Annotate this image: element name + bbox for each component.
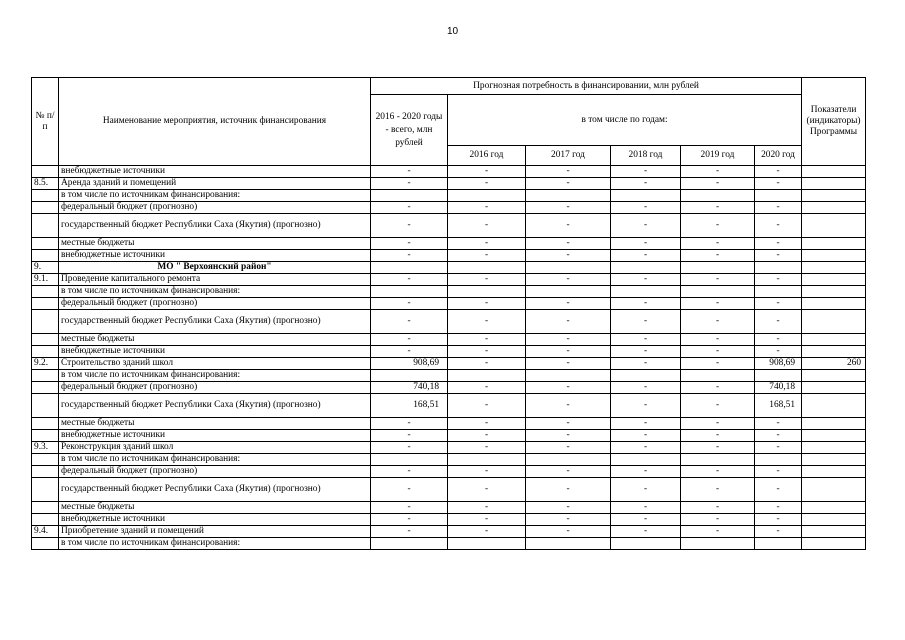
- cell-year: [611, 190, 681, 202]
- cell-year: -: [611, 502, 681, 514]
- cell-year: -: [448, 358, 526, 370]
- cell-indicator: [802, 430, 866, 442]
- cell-year: -: [681, 274, 755, 286]
- cell-year: -: [611, 514, 681, 526]
- row-name: Приобретение зданий и помещений: [59, 526, 371, 538]
- row-number: [32, 202, 59, 214]
- row-number: [32, 214, 59, 238]
- cell-year: -: [755, 442, 802, 454]
- cell-total: -: [371, 502, 448, 514]
- table-header: [32, 78, 866, 166]
- row-name: внебюджетные источники: [59, 430, 371, 442]
- cell-year: -: [448, 382, 526, 394]
- row-number: [32, 286, 59, 298]
- cell-year: -: [526, 526, 611, 538]
- table-row: [32, 370, 866, 382]
- cell-indicator: [802, 334, 866, 346]
- cell-year: -: [755, 478, 802, 502]
- table-row: [32, 478, 866, 502]
- cell-indicator: [802, 286, 866, 298]
- cell-indicator: [802, 526, 866, 538]
- row-number: [32, 418, 59, 430]
- table-row: [32, 526, 866, 538]
- cell-total: -: [371, 202, 448, 214]
- cell-year: -: [448, 394, 526, 418]
- row-name: федеральный бюджет (прогнозно): [59, 466, 371, 478]
- table-row: [32, 250, 866, 262]
- cell-year: -: [755, 202, 802, 214]
- table-row: [32, 190, 866, 202]
- cell-year: -: [681, 214, 755, 238]
- cell-year: -: [526, 418, 611, 430]
- row-name: местные бюджеты: [59, 238, 371, 250]
- cell-year: [526, 454, 611, 466]
- row-name: внебюджетные источники: [59, 514, 371, 526]
- cell-indicator: [802, 250, 866, 262]
- row-number: [32, 466, 59, 478]
- header-indicators: Показатели (индикаторы) Программы: [802, 78, 866, 166]
- cell-year: -: [755, 418, 802, 430]
- cell-year: -: [448, 442, 526, 454]
- cell-indicator: [802, 178, 866, 190]
- cell-year: -: [681, 166, 755, 178]
- cell-year: -: [611, 478, 681, 502]
- table-row: [32, 394, 866, 418]
- cell-year: -: [611, 214, 681, 238]
- cell-total: -: [371, 346, 448, 358]
- header-name: Наименование мероприятия, источник финансирования: [59, 78, 371, 166]
- table-body: [32, 166, 866, 550]
- cell-year: -: [611, 298, 681, 310]
- table-row: [32, 382, 866, 394]
- table-row: [32, 286, 866, 298]
- table-row: [32, 358, 866, 370]
- row-number: 9.1.: [32, 274, 59, 286]
- table-row: [32, 346, 866, 358]
- table-row: [32, 442, 866, 454]
- table-row: [32, 454, 866, 466]
- cell-year: [611, 286, 681, 298]
- cell-year: -: [755, 166, 802, 178]
- table-row: [32, 262, 866, 274]
- cell-year: -: [448, 334, 526, 346]
- header-year: 2020 год: [755, 146, 802, 166]
- cell-year: -: [526, 514, 611, 526]
- cell-year: -: [526, 430, 611, 442]
- cell-indicator: [802, 382, 866, 394]
- cell-year: [448, 454, 526, 466]
- cell-total: -: [371, 478, 448, 502]
- cell-year: -: [681, 394, 755, 418]
- cell-indicator: [802, 238, 866, 250]
- cell-year: -: [448, 502, 526, 514]
- cell-year: -: [611, 466, 681, 478]
- header-num: № п/п: [32, 78, 59, 166]
- cell-indicator: [802, 478, 866, 502]
- row-name: Реконструкция зданий школ: [59, 442, 371, 454]
- cell-indicator: 260: [802, 358, 866, 370]
- row-name: внебюджетные источники: [59, 166, 371, 178]
- cell-year: [755, 538, 802, 550]
- cell-total: [371, 262, 448, 274]
- cell-year: -: [611, 418, 681, 430]
- cell-year: -: [526, 478, 611, 502]
- cell-total: [371, 190, 448, 202]
- row-number: [32, 250, 59, 262]
- row-number: 8.5.: [32, 178, 59, 190]
- row-name: в том числе по источникам финансирования:: [59, 190, 371, 202]
- cell-year: -: [448, 514, 526, 526]
- cell-year: -: [448, 346, 526, 358]
- cell-year: -: [526, 298, 611, 310]
- cell-indicator: [802, 466, 866, 478]
- cell-year: -: [526, 358, 611, 370]
- cell-year: -: [448, 178, 526, 190]
- cell-year: -: [526, 202, 611, 214]
- row-number: [32, 478, 59, 502]
- cell-indicator: [802, 274, 866, 286]
- cell-total: 168,51: [371, 394, 448, 418]
- cell-year: -: [611, 394, 681, 418]
- row-number: [32, 238, 59, 250]
- table-row: [32, 310, 866, 334]
- cell-total: -: [371, 430, 448, 442]
- table-row: [32, 298, 866, 310]
- cell-year: -: [755, 430, 802, 442]
- row-name: государственный бюджет Республики Саха (Якутия) (прогнозно): [59, 310, 371, 334]
- cell-year: 908,69: [755, 358, 802, 370]
- cell-year: [611, 262, 681, 274]
- cell-year: -: [611, 358, 681, 370]
- cell-year: [448, 370, 526, 382]
- row-name: в том числе по источникам финансирования:: [59, 538, 371, 550]
- cell-year: -: [681, 238, 755, 250]
- cell-year: -: [681, 298, 755, 310]
- table-row: [32, 334, 866, 346]
- cell-year: -: [611, 310, 681, 334]
- table-row: [32, 166, 866, 178]
- header-year: 2017 год: [526, 146, 611, 166]
- cell-total: -: [371, 178, 448, 190]
- row-number: [32, 298, 59, 310]
- cell-year: -: [755, 238, 802, 250]
- cell-indicator: [802, 310, 866, 334]
- table-row: [32, 214, 866, 238]
- row-number: [32, 430, 59, 442]
- row-name: государственный бюджет Республики Саха (Якутия) (прогнозно): [59, 214, 371, 238]
- cell-year: -: [611, 250, 681, 262]
- cell-indicator: [802, 418, 866, 430]
- row-number: [32, 310, 59, 334]
- cell-year: -: [681, 358, 755, 370]
- cell-year: [448, 538, 526, 550]
- cell-year: [526, 286, 611, 298]
- header-years-group: в том числе по годам:: [448, 95, 802, 146]
- cell-indicator: [802, 538, 866, 550]
- cell-total: -: [371, 514, 448, 526]
- cell-indicator: [802, 394, 866, 418]
- row-name: внебюджетные источники: [59, 250, 371, 262]
- cell-year: -: [755, 346, 802, 358]
- cell-year: [755, 286, 802, 298]
- cell-year: [526, 190, 611, 202]
- cell-year: -: [526, 238, 611, 250]
- table-row: [32, 178, 866, 190]
- cell-year: [448, 190, 526, 202]
- cell-indicator: [802, 166, 866, 178]
- cell-year: [526, 538, 611, 550]
- cell-year: -: [681, 202, 755, 214]
- cell-indicator: [802, 442, 866, 454]
- table-row: [32, 514, 866, 526]
- cell-total: [371, 454, 448, 466]
- header-year: 2016 год: [448, 146, 526, 166]
- row-number: [32, 538, 59, 550]
- cell-year: [611, 370, 681, 382]
- row-number: [32, 394, 59, 418]
- cell-year: [448, 262, 526, 274]
- cell-indicator: [802, 514, 866, 526]
- cell-year: -: [681, 250, 755, 262]
- cell-year: -: [755, 502, 802, 514]
- table-row: [32, 502, 866, 514]
- cell-total: -: [371, 298, 448, 310]
- row-name: местные бюджеты: [59, 334, 371, 346]
- cell-total: [371, 538, 448, 550]
- cell-year: 168,51: [755, 394, 802, 418]
- cell-year: -: [526, 166, 611, 178]
- cell-year: -: [681, 526, 755, 538]
- cell-year: [611, 538, 681, 550]
- header-year: 2019 год: [681, 146, 755, 166]
- row-name: федеральный бюджет (прогнозно): [59, 298, 371, 310]
- cell-year: -: [681, 430, 755, 442]
- row-number: [32, 382, 59, 394]
- cell-year: [681, 286, 755, 298]
- row-number: [32, 166, 59, 178]
- row-name: государственный бюджет Республики Саха (Якутия) (прогнозно): [59, 394, 371, 418]
- cell-year: -: [448, 466, 526, 478]
- table-row: [32, 466, 866, 478]
- cell-year: -: [526, 442, 611, 454]
- row-name: местные бюджеты: [59, 418, 371, 430]
- cell-year: -: [681, 334, 755, 346]
- cell-total: -: [371, 166, 448, 178]
- cell-year: -: [526, 250, 611, 262]
- cell-year: -: [448, 274, 526, 286]
- cell-year: -: [526, 310, 611, 334]
- cell-total: -: [371, 442, 448, 454]
- table-row: [32, 274, 866, 286]
- row-name: МО " Верхоянский район": [59, 262, 371, 274]
- cell-year: -: [611, 274, 681, 286]
- row-number: [32, 502, 59, 514]
- table-row: [32, 538, 866, 550]
- row-name: государственный бюджет Республики Саха (Якутия) (прогнозно): [59, 478, 371, 502]
- cell-indicator: [802, 298, 866, 310]
- cell-year: -: [755, 298, 802, 310]
- row-number: 9.3.: [32, 442, 59, 454]
- header-financing-group: Прогнозная потребность в финансировании, млн рублей: [371, 78, 802, 95]
- table-row: [32, 430, 866, 442]
- row-name: в том числе по источникам финансирования:: [59, 454, 371, 466]
- financing-table: [31, 77, 866, 550]
- cell-total: -: [371, 250, 448, 262]
- cell-year: -: [755, 466, 802, 478]
- cell-year: [611, 454, 681, 466]
- cell-year: [681, 262, 755, 274]
- cell-year: [681, 538, 755, 550]
- row-number: [32, 454, 59, 466]
- row-name: федеральный бюджет (прогнозно): [59, 202, 371, 214]
- cell-year: -: [526, 274, 611, 286]
- cell-year: [755, 262, 802, 274]
- cell-year: -: [755, 214, 802, 238]
- cell-indicator: [802, 214, 866, 238]
- cell-total: -: [371, 214, 448, 238]
- row-number: [32, 370, 59, 382]
- cell-total: -: [371, 274, 448, 286]
- cell-year: -: [681, 418, 755, 430]
- cell-year: -: [681, 442, 755, 454]
- row-name: в том числе по источникам финансирования:: [59, 370, 371, 382]
- cell-year: -: [755, 526, 802, 538]
- row-number: [32, 334, 59, 346]
- cell-year: -: [681, 478, 755, 502]
- row-number: [32, 514, 59, 526]
- cell-year: -: [611, 202, 681, 214]
- header-year: 2018 год: [611, 146, 681, 166]
- cell-year: -: [448, 214, 526, 238]
- cell-total: 740,18: [371, 382, 448, 394]
- row-number: 9.2.: [32, 358, 59, 370]
- table-row: [32, 202, 866, 214]
- cell-year: -: [681, 346, 755, 358]
- cell-indicator: [802, 190, 866, 202]
- row-number: [32, 346, 59, 358]
- cell-total: -: [371, 310, 448, 334]
- cell-year: -: [526, 382, 611, 394]
- cell-year: [755, 454, 802, 466]
- cell-year: -: [448, 238, 526, 250]
- cell-year: -: [526, 334, 611, 346]
- cell-year: -: [526, 178, 611, 190]
- cell-year: -: [526, 346, 611, 358]
- cell-year: -: [611, 382, 681, 394]
- row-name: Строительство зданий школ: [59, 358, 371, 370]
- cell-indicator: [802, 370, 866, 382]
- row-number: 9.4.: [32, 526, 59, 538]
- cell-year: -: [611, 334, 681, 346]
- cell-year: -: [448, 310, 526, 334]
- row-name: в том числе по источникам финансирования:: [59, 286, 371, 298]
- header-total: 2016 - 2020 годы - всего, млн рублей: [371, 95, 448, 166]
- page-number: 10: [446, 26, 459, 37]
- cell-year: 740,18: [755, 382, 802, 394]
- cell-year: -: [755, 178, 802, 190]
- cell-total: [371, 370, 448, 382]
- cell-year: -: [448, 250, 526, 262]
- row-name: Проведение капитального ремонта: [59, 274, 371, 286]
- cell-year: -: [681, 382, 755, 394]
- cell-total: -: [371, 466, 448, 478]
- cell-year: -: [448, 166, 526, 178]
- cell-year: -: [681, 310, 755, 334]
- cell-year: [755, 190, 802, 202]
- cell-year: -: [755, 514, 802, 526]
- cell-year: -: [755, 274, 802, 286]
- cell-year: [755, 370, 802, 382]
- cell-indicator: [802, 346, 866, 358]
- cell-total: [371, 286, 448, 298]
- cell-indicator: [802, 502, 866, 514]
- cell-indicator: [802, 262, 866, 274]
- cell-total: 908,69: [371, 358, 448, 370]
- cell-year: -: [755, 334, 802, 346]
- cell-year: -: [611, 526, 681, 538]
- cell-year: -: [526, 394, 611, 418]
- cell-total: -: [371, 334, 448, 346]
- cell-total: -: [371, 526, 448, 538]
- cell-year: -: [755, 250, 802, 262]
- cell-year: -: [611, 442, 681, 454]
- cell-year: [681, 454, 755, 466]
- cell-year: -: [611, 238, 681, 250]
- cell-year: -: [681, 514, 755, 526]
- row-name: местные бюджеты: [59, 502, 371, 514]
- cell-year: -: [448, 202, 526, 214]
- cell-year: -: [526, 466, 611, 478]
- table-row: [32, 238, 866, 250]
- cell-year: -: [611, 166, 681, 178]
- cell-year: -: [681, 178, 755, 190]
- cell-year: -: [448, 430, 526, 442]
- cell-indicator: [802, 454, 866, 466]
- cell-year: [526, 370, 611, 382]
- cell-indicator: [802, 202, 866, 214]
- cell-year: -: [681, 466, 755, 478]
- table-row: [32, 418, 866, 430]
- cell-year: -: [611, 430, 681, 442]
- cell-total: -: [371, 418, 448, 430]
- cell-year: -: [526, 502, 611, 514]
- cell-year: [681, 190, 755, 202]
- cell-year: -: [448, 418, 526, 430]
- cell-year: [448, 286, 526, 298]
- cell-total: -: [371, 238, 448, 250]
- cell-year: -: [526, 214, 611, 238]
- row-name: внебюджетные источники: [59, 346, 371, 358]
- row-name: федеральный бюджет (прогнозно): [59, 382, 371, 394]
- cell-year: -: [448, 478, 526, 502]
- cell-year: -: [611, 346, 681, 358]
- row-number: [32, 190, 59, 202]
- row-number: 9.: [32, 262, 59, 274]
- cell-year: -: [448, 298, 526, 310]
- cell-year: [681, 370, 755, 382]
- cell-year: -: [448, 526, 526, 538]
- cell-year: [526, 262, 611, 274]
- row-name: Аренда зданий и помещений: [59, 178, 371, 190]
- cell-year: -: [755, 310, 802, 334]
- cell-year: -: [611, 178, 681, 190]
- cell-year: -: [681, 502, 755, 514]
